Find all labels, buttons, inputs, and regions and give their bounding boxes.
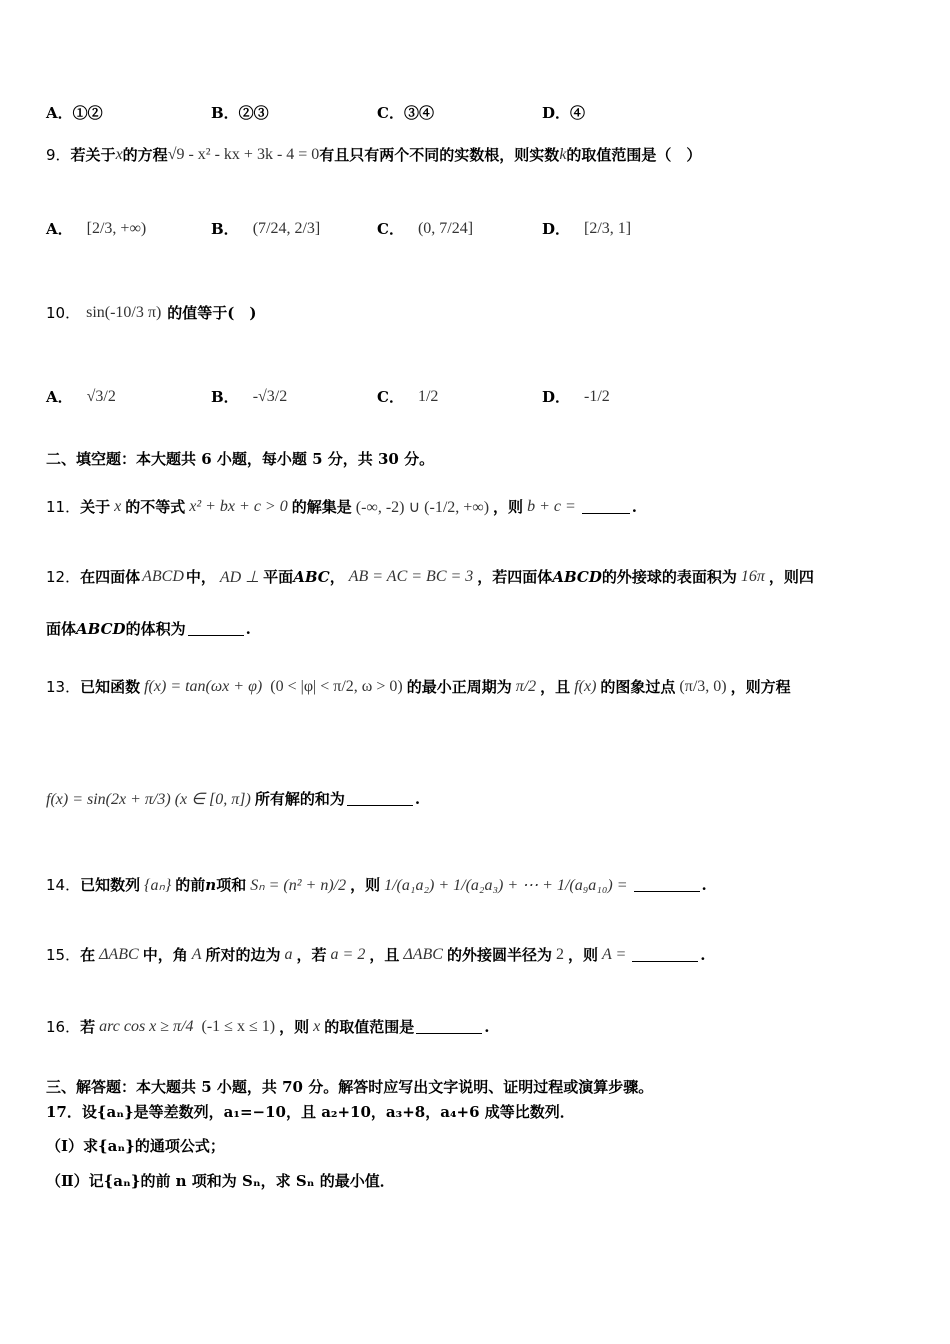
q9-option-a-math: [2/3, +∞) [86,219,147,237]
q10-text: 的值等于( ) [167,304,257,322]
q16-text-3: 的取值范围是 [324,1018,415,1036]
q11-text-1: 关于 [80,498,111,516]
q11-var-x: x [114,497,122,515]
q14-sn: Sₙ = (n² + n)/2 [250,876,347,894]
q12-text-1: 在四面体 [80,568,141,586]
q16-end: . [484,1017,490,1036]
q12-text-2: 中， [185,568,216,586]
section-2-heading: 二、填空题：本大题共 6 小题，每小题 5 分，共 30 分。 [46,450,435,468]
q9-option-c [377,218,473,239]
q13-text-5: ，则方程 [730,678,791,696]
q12-equation: AB = AC = BC = 3 [348,567,474,585]
q11-expression: b + c = [527,497,576,515]
q9-option-a-label: A． [46,220,73,238]
q16-range: (-1 ≤ x ≤ 1) [201,1017,276,1035]
question-12 [46,566,904,587]
q10-expression: sin(-10/3 π) [86,303,162,321]
q9-equation: √9 - x² - kx + 3k - 4 = 0 [167,145,320,163]
q15-radius: 2 [555,945,564,963]
q13-period: π/2 [515,677,537,695]
q13-text-4: 的图象过点 [600,678,676,696]
question-11 [46,496,904,517]
q14-text-4: ，则 [350,876,381,894]
q13-text-3: ，且 [540,678,571,696]
q12-abc: ABC [293,567,330,586]
q11-answer-blank[interactable] [582,499,630,514]
q10-option-c [377,386,438,407]
q13-answer-blank[interactable] [347,791,413,806]
q11-text-3: 的解集是 [291,498,352,516]
q10-option-d [542,386,610,407]
q10-option-a-label: A． [46,388,73,406]
q9-text-3: 有且只有两个不同的实数根，则实数 [319,146,560,164]
q12-abcd-3: ABCD [76,619,126,638]
q10-option-d-math: -1/2 [584,387,610,405]
q9-var-x: x [115,145,123,163]
q12-perp: AD ⊥ [219,568,260,586]
q9-option-c-math: (0, 7/24] [417,219,474,237]
q12-text-5: ，若四面体 [477,568,553,586]
q10-option-a [46,386,116,407]
q16-answer-blank[interactable] [416,1019,482,1034]
q13-number: 13． [46,678,81,696]
q15-angle-a: A [191,945,202,963]
q12-text-7: ，则四 [768,568,814,586]
q15-text-1: 在 [80,946,96,964]
q12-text-3: 平面 [263,568,294,586]
q14-sum: 1/(a₁a₂) + 1/(a₂a₃) + ⋯ + 1/(a₉a₁₀) = [384,876,628,894]
q10-option-b-label: B． [211,388,239,406]
q14-text-2: 的前 [175,876,206,894]
q9-text-1: 若关于 [70,146,116,164]
q8-option-c: C．③④ [377,104,434,122]
q9-text-2: 的方程 [122,146,168,164]
q16-text-1: 若 [80,1018,96,1036]
q14-end: . [701,875,707,894]
q13-text-1: 已知函数 [80,678,141,696]
q11-solution-set: (-∞, -2) ∪ (-1/2, +∞) [355,498,490,516]
q9-option-c-label: C． [377,220,404,238]
question-15 [46,944,904,965]
q9-option-d-math: [2/3, 1] [584,219,632,237]
q15-triangle: ΔABC [99,945,139,963]
q15-number: 15． [46,946,81,964]
q11-end: . [631,497,637,516]
question-9 [46,144,904,165]
q15-angle-eq: A = [602,945,627,963]
q9-number: 9． [46,146,71,164]
question-13 [46,676,904,697]
q12-area: 16π [740,567,765,585]
q15-side-eq: a = 2 [330,945,366,963]
q15-text-4: ，若 [296,946,327,964]
q16-inequality: arc cos x ≥ π/4 [99,1017,194,1035]
q16-number: 16． [46,1018,81,1036]
q10-number: 10． [46,304,81,322]
q15-text-5: ，且 [369,946,400,964]
q12-abcd: ABCD [142,567,184,585]
q8-option-b: B．②③ [211,104,269,122]
q12-abcd-2: ABCD [552,567,602,586]
q12-text-4: ， [329,568,345,586]
q11-text-4: ，则 [493,498,524,516]
q10-option-b [211,386,287,407]
q14-answer-blank[interactable] [634,877,700,892]
q9-option-b-label: B． [211,220,239,238]
q12-number: 12． [46,568,81,586]
q10-option-a-math: √3/2 [86,387,116,405]
q14-text-3: 项和 [216,876,247,894]
question-17-part-2: （Ⅱ）记{aₙ}的前 n 项和为 Sₙ，求 Sₙ 的最小值． [46,1172,395,1190]
q9-option-a [46,218,146,239]
q12-text-8: 面体 [46,620,77,638]
question-13-line-2 [46,788,904,809]
question-12-line-2 [46,618,904,639]
q11-text-2: 的不等式 [125,498,186,516]
q11-inequality: x² + bx + c > 0 [189,497,288,515]
q13-point: (π/3, 0) [679,677,727,695]
q15-answer-blank[interactable] [632,947,698,962]
q9-option-b [211,218,320,239]
q8-option-a: A．①② [46,104,103,122]
q15-end: . [700,945,706,964]
q15-text-3: 所对的边为 [205,946,281,964]
q15-text-2: 中，角 [142,946,188,964]
q14-text-1: 已知数列 [80,876,141,894]
q13-condition: (0 < |φ| < π/2, ω > 0) [270,677,403,695]
q15-text-6: 的外接圆半径为 [446,946,552,964]
question-17-part-1: （Ⅰ）求{aₙ}的通项公式； [46,1137,225,1155]
q9-var-k: k [559,145,567,163]
q9-text-4: 的取值范围是（ ） [566,146,702,164]
section-3-heading: 三、解答题：本大题共 5 小题，共 70 分。解答时应写出文字说明、证明过程或演算步骤。 [46,1078,654,1096]
q16-text-2: ，则 [279,1018,310,1036]
q15-side-a: a [284,945,293,963]
q16-var-x: x [313,1017,321,1035]
q12-answer-blank[interactable] [188,621,244,636]
q10-option-c-math: 1/2 [417,387,439,405]
question-16 [46,1016,904,1037]
q11-number: 11． [46,498,81,516]
q12-text-6: 的外接球的表面积为 [601,568,737,586]
q13-equation: f(x) = sin(2x + π/3) (x ∈ [0, π]) [46,790,251,808]
question-10 [46,302,904,323]
q10-option-d-label: D． [542,388,571,406]
q15-text-7: ，则 [567,946,598,964]
q9-option-d [542,218,631,239]
q10-option-b-math: -√3/2 [252,387,288,405]
q13-fx: f(x) [574,677,597,695]
question-17-line-1: 17．设{aₙ}是等差数列，a₁=−10，且 a₂+10，a₃+8，a₄+6 成等比数列． [46,1103,575,1121]
question-14 [46,874,904,895]
q15-triangle-2: ΔABC [403,945,443,963]
q9-option-b-math: (7/24, 2/3] [252,219,321,237]
q13-text-2: 的最小正周期为 [406,678,512,696]
q14-number: 14． [46,876,81,894]
q12-end: . [245,619,251,638]
q8-option-d: D．④ [542,104,586,122]
q14-n: n [205,875,217,894]
q14-sequence: {aₙ} [144,876,172,894]
q13-end: . [414,789,421,808]
q12-text-9: 的体积为 [125,620,186,638]
q9-option-d-label: D． [542,220,571,238]
q13-function: f(x) = tan(ωx + φ) [144,677,263,695]
q13-text-6: 所有解的和为 [254,790,345,808]
q10-option-c-label: C． [377,388,404,406]
